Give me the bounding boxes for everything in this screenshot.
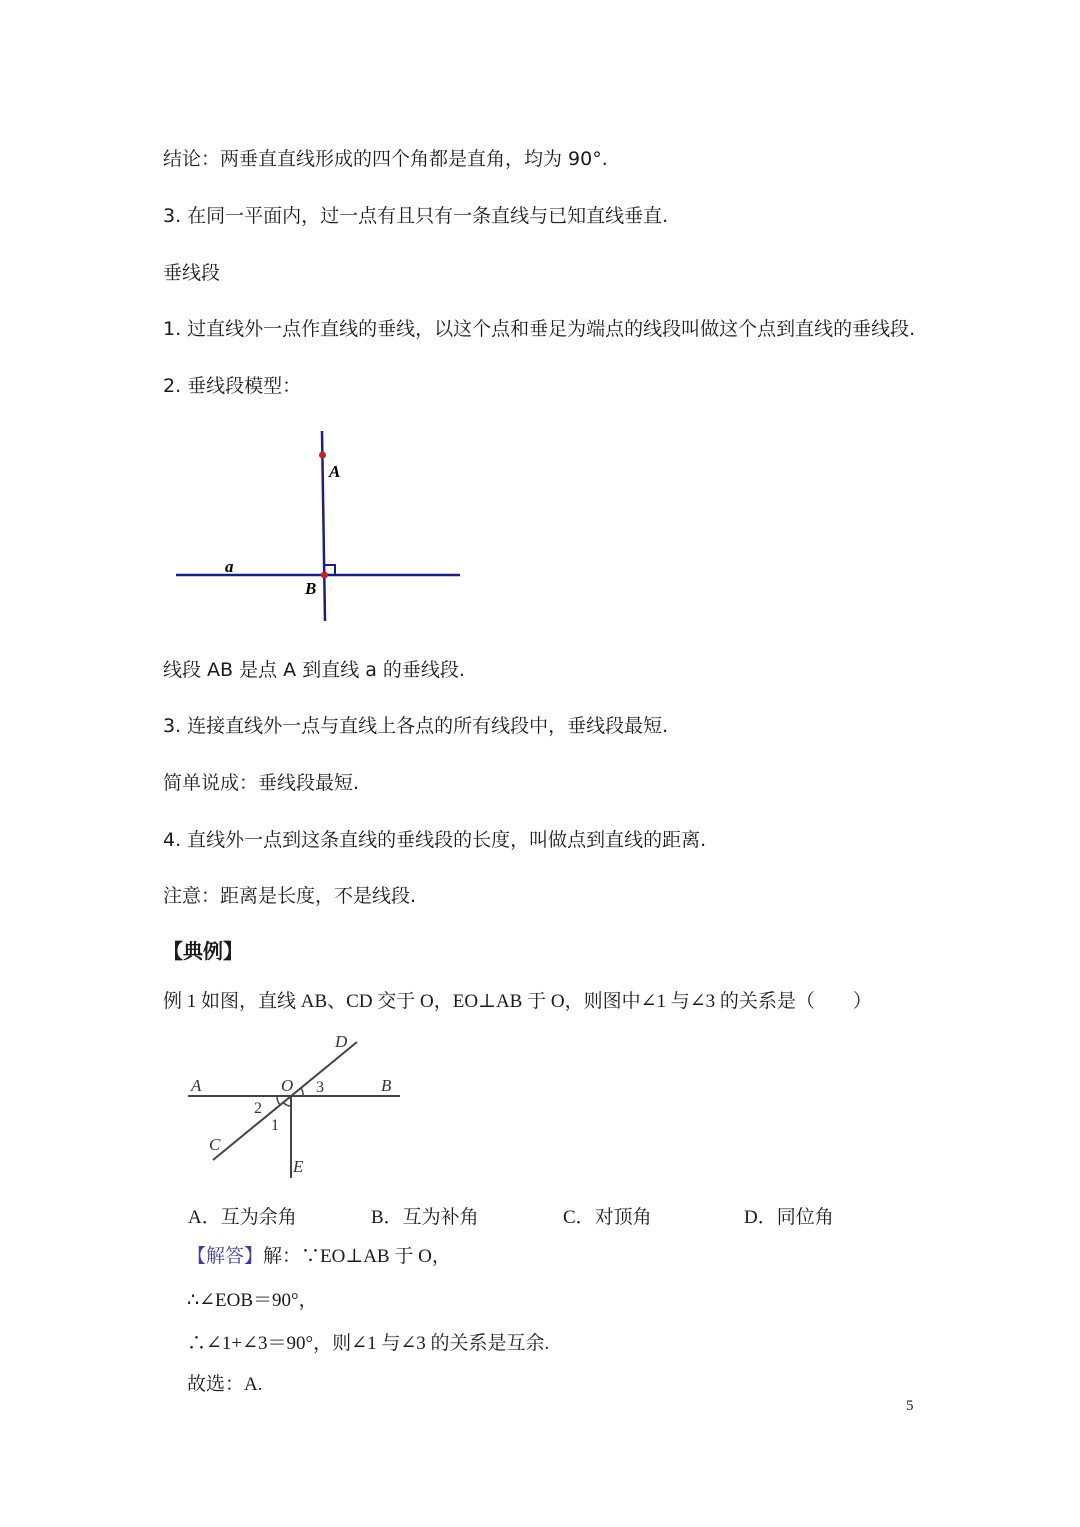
example-heading: 【典例】 bbox=[163, 939, 243, 963]
perpendicular-line bbox=[322, 431, 325, 621]
label-a: A bbox=[191, 1076, 202, 1095]
option-a: A．互为余角 bbox=[188, 1207, 297, 1228]
note-text: 注意：距离是长度，不是线段. bbox=[163, 885, 417, 907]
answer-final: 故选：A. bbox=[187, 1374, 263, 1395]
simple-statement-text: 简单说成：垂线段最短. bbox=[163, 772, 360, 794]
line-cd bbox=[213, 1042, 357, 1160]
label-e: E bbox=[293, 1157, 304, 1176]
label-angle-1: 1 bbox=[271, 1117, 279, 1134]
example-question: 例 1 如图，直线 AB、CD 交于 O，EO⊥AB 于 O，则图中∠1 与∠3 的关系是（ ） bbox=[163, 991, 872, 1012]
intersecting-lines-figure bbox=[185, 1030, 415, 1180]
answer-step-2: ∴∠1+∠3＝90°，则∠1 与∠3 的关系是互余. bbox=[187, 1333, 550, 1354]
option-b: B．互为补角 bbox=[371, 1207, 479, 1228]
label-point-a: A bbox=[329, 462, 341, 481]
definition-1-text: 1. 过直线外一点作直线的垂线，以这个点和垂足为端点的线段叫做这个点到直线的垂线段. bbox=[163, 318, 916, 340]
label-o: O bbox=[281, 1076, 294, 1095]
angle-1-arc bbox=[283, 1102, 291, 1106]
label-c: C bbox=[209, 1135, 221, 1154]
label-d: D bbox=[335, 1032, 348, 1051]
option-c: C．对顶角 bbox=[563, 1207, 652, 1228]
conclusion-text: 结论：两垂直直线形成的四个角都是直角，均为 90°. bbox=[163, 148, 608, 170]
answer-step-1: ∴∠EOB＝90°， bbox=[187, 1290, 318, 1311]
label-angle-2: 2 bbox=[254, 1100, 262, 1117]
page-number: 5 bbox=[906, 1398, 914, 1414]
point-a bbox=[319, 452, 326, 459]
label-b: B bbox=[381, 1076, 392, 1095]
point-3-text: 3. 在同一平面内，过一点有且只有一条直线与已知直线垂直. bbox=[163, 205, 669, 227]
point-b bbox=[321, 572, 328, 579]
definition-2-text: 2. 垂线段模型： bbox=[163, 375, 302, 397]
definition-4-text: 4. 直线外一点到这条直线的垂线段的长度，叫做点到直线的距离. bbox=[163, 829, 707, 851]
angle-2-arc bbox=[277, 1096, 280, 1105]
answer-intro: 解：∵EO⊥AB 于 O， bbox=[263, 1246, 451, 1267]
label-angle-3: 3 bbox=[316, 1079, 324, 1096]
perpendicular-segment-figure bbox=[170, 425, 470, 630]
label-point-b: B bbox=[305, 579, 317, 598]
angle-3-arc bbox=[301, 1088, 303, 1096]
label-line-a: a bbox=[225, 557, 234, 576]
option-d: D．同位角 bbox=[744, 1207, 834, 1228]
section-title: 垂线段 bbox=[163, 262, 221, 284]
segment-ab-text: 线段 AB 是点 A 到直线 a 的垂线段. bbox=[163, 659, 465, 681]
answer-line bbox=[187, 1245, 451, 1269]
answer-tag: 【解答】 bbox=[187, 1246, 264, 1267]
definition-3-text: 3. 连接直线外一点与直线上各点的所有线段中，垂线段最短. bbox=[163, 715, 669, 737]
